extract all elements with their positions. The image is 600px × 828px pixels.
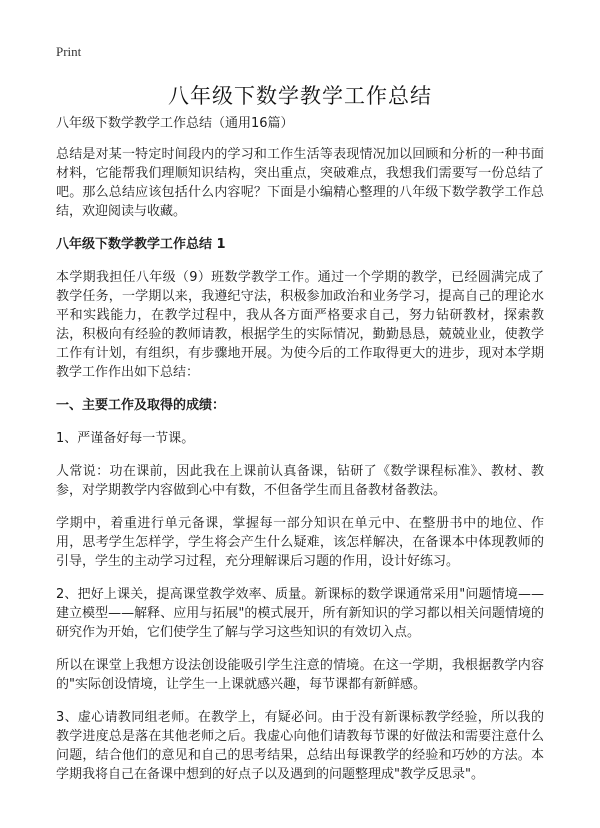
document-subtitle: 八年级下数学教学工作总结（通用16篇）: [56, 116, 294, 131]
document-title: 八年级下数学教学工作总结: [168, 84, 432, 108]
print-link[interactable]: Print: [56, 44, 82, 59]
subsection-heading: 一、主要工作及取得的成绩：: [56, 398, 226, 413]
list-item-3: 3、虚心请教同组老师。在教学上，有疑必问。由于没有新课标教学经验，所以我的教学进度总是落在其他老师之后。我虚心向他们请教每节课的好做法和需要注意什么问题，结合他们的意见和自己的思考结果，总结出每课教学的经验和巧妙的方法。本学期我将自己在备课中想到的好点子以及遇到的问题整理成"教学反思录"。: [56, 710, 544, 782]
section-paragraph: 本学期我担任八年级（9）班数学教学工作。通过一个学期的教学，已经圆满完成了教学任务，一学期以来，我遵纪守法，积极参加政治和业务学习，提高自己的理论水平和实践能力，在教学过程中，我从各方面严格要求自己，努力钻研教材，探索教法，积极向有经验的教师请教，根据学生的实际情况，勤勤恳恳，兢兢业业，使教学工作有计划，有组织，有步骤地开展。为使今后的工作取得更大的进步，现对本学期教学工作作出如下总结：: [56, 270, 544, 380]
list-item-2: 2、把好上课关，提高课堂教学效率、质量。新课标的数学课通常采用"问题情境——建立模型——解释、应用与拓展"的模式展开，所有新知识的学习都以相关问题情境的研究作为开始，它们使学生了解与学习这些知识的有效切入点。: [56, 587, 544, 640]
paragraph-3: 所以在课堂上我想方设法创设能吸引学生注意的情境。在这一学期，我根据教学内容的"实际创设情境，让学生一上课就感兴趣，每节课都有新鲜感。: [56, 658, 544, 692]
intro-paragraph: 总结是对某一特定时间段内的学习和工作生活等表现情况加以回顾和分析的一种书面材料，它能帮我们理顺知识结构，突出重点，突破难点，我想我们需要写一份总结了吧。那么总结应该包括什么内容呢？下面是小编精心整理的八年级下数学教学工作总结，欢迎阅读与收藏。: [56, 147, 544, 219]
list-item-1: 1、严谨备好每一节课。: [56, 431, 195, 446]
document-body: [56, 114, 544, 798]
paragraph-1: 人常说：功在课前，因此我在上课前认真备课，钻研了《数学课程标准》、教材、教参，对学期教学内容做到心中有数，不但备学生而且备教材备教法。: [56, 464, 544, 498]
paragraph-2: 学期中，着重进行单元备课，掌握每一部分知识在单元中、在整册书中的地位、作用，思考学生怎样学，学生将会产生什么疑难，该怎样解决，在备课本中体现教师的引导，学生的主动学习过程，充分理解课后习题的作用，设计好练习。: [56, 516, 544, 569]
section-heading: 八年级下数学教学工作总结 1: [56, 237, 226, 252]
